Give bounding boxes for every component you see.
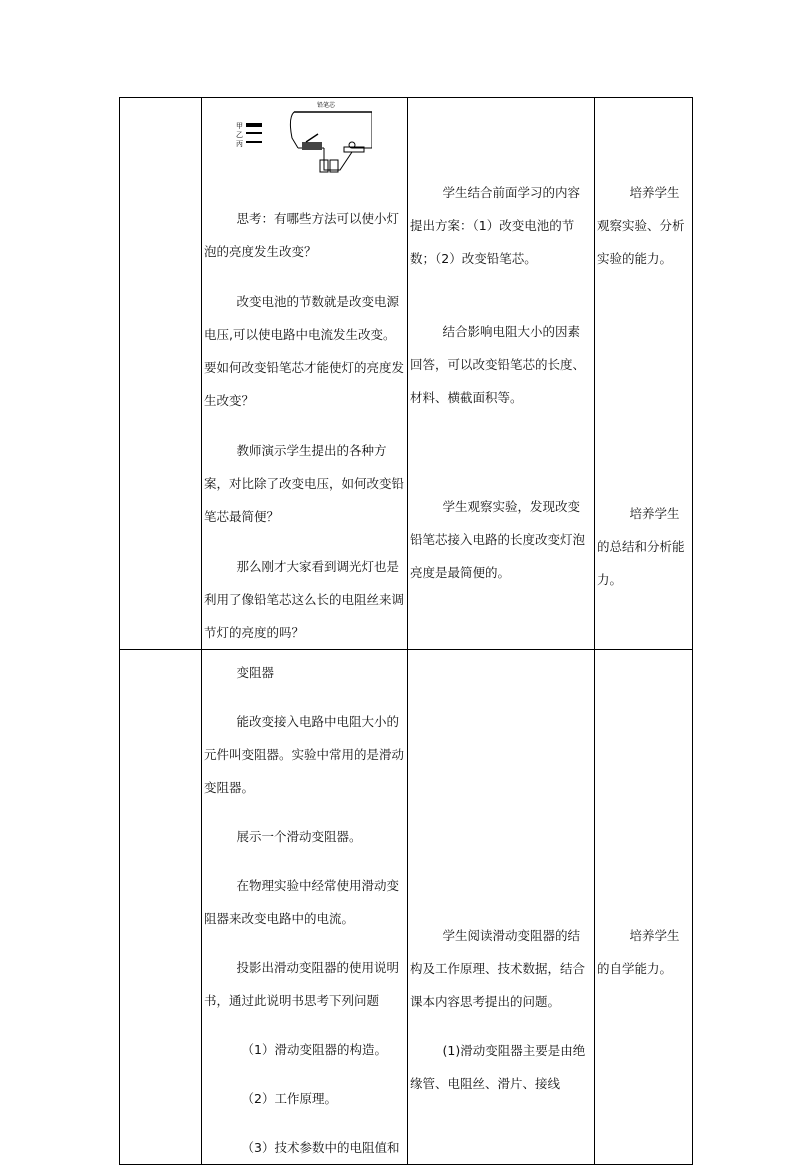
teacher-paragraph: 教师演示学生提出的各种方案，对比除了改变电压，如何改变铅笔芯最简便？ <box>204 443 405 524</box>
student-activity-cell <box>408 98 595 650</box>
question-item: （1）滑动变阻器的构造。 <box>241 1042 387 1057</box>
table-row <box>120 650 693 1165</box>
intent-paragraph: 培养学生的自学能力。 <box>597 928 680 976</box>
table-row <box>120 98 693 650</box>
student-paragraph: 学生结合前面学习的内容提出方案：（1）改变电池的节数；（2）改变铅笔芯。 <box>410 185 581 266</box>
teacher-paragraph: 能改变接入电路中电阻大小的元件叫变阻器。实验中常用的是滑动变阻器。 <box>204 714 405 795</box>
teacher-paragraph: 投影出滑动变阻器的使用说明书，通过此说明书思考下列问题 <box>204 960 400 1008</box>
question-item: （3）技术参数中的电阻值和 <box>241 1140 400 1155</box>
intent-paragraph: 培养学生观察实验、分析实验的能力。 <box>597 185 685 266</box>
teacher-paragraph: 那么刚才大家看到调光灯也是利用了像铅笔芯这么长的电阻丝来调节灯的亮度的吗？ <box>204 559 405 640</box>
teacher-paragraph: 在物理实验中经常使用滑动变阻器来改变电路中的电流。 <box>204 878 400 926</box>
student-activity-cell <box>408 650 595 1165</box>
teacher-heading: 变阻器 <box>236 665 275 680</box>
teacher-activity-cell <box>202 98 408 650</box>
student-paragraph: 结合影响电阻大小的因素回答，可以改变铅笔芯的长度、材料、横截面积等。 <box>410 324 586 405</box>
design-intent-cell <box>595 98 693 650</box>
battery-label-yi: 乙 <box>236 131 243 139</box>
question-item: （2）工作原理。 <box>241 1091 337 1106</box>
student-paragraph: (1)滑动变阻器主要是由绝缘管、电阻丝、滑片、接线 <box>410 1043 586 1091</box>
student-paragraph: 学生观察实验，发现改变铅笔芯接入电路的长度改变灯泡亮度是最简便的。 <box>410 499 586 580</box>
circuit-figure <box>232 98 372 180</box>
battery-label-jia: 甲 <box>236 122 243 130</box>
stage-cell <box>120 98 202 650</box>
pencil-lead-label: 铅笔芯 <box>317 102 336 109</box>
teacher-paragraph: 改变电池的节数就是改变电源电压,可以使电路中电流发生改变。要如何改变铅笔芯才能使灯的亮度发生改变？ <box>204 294 405 408</box>
teacher-activity-cell <box>202 650 408 1165</box>
teacher-paragraph: 展示一个滑动变阻器。 <box>236 829 362 844</box>
intent-paragraph: 培养学生的总结和分析能力。 <box>597 506 685 587</box>
design-intent-cell <box>595 650 693 1165</box>
teacher-paragraph: 思考：有哪些方法可以使小灯泡的亮度发生改变？ <box>204 211 400 259</box>
battery-label-bing: 丙 <box>236 140 243 148</box>
stage-cell <box>120 650 202 1165</box>
lesson-table <box>119 97 693 1165</box>
student-paragraph: 学生阅读滑动变阻器的结构及工作原理、技术数据，结合课本内容思考提出的问题。 <box>410 928 586 1009</box>
